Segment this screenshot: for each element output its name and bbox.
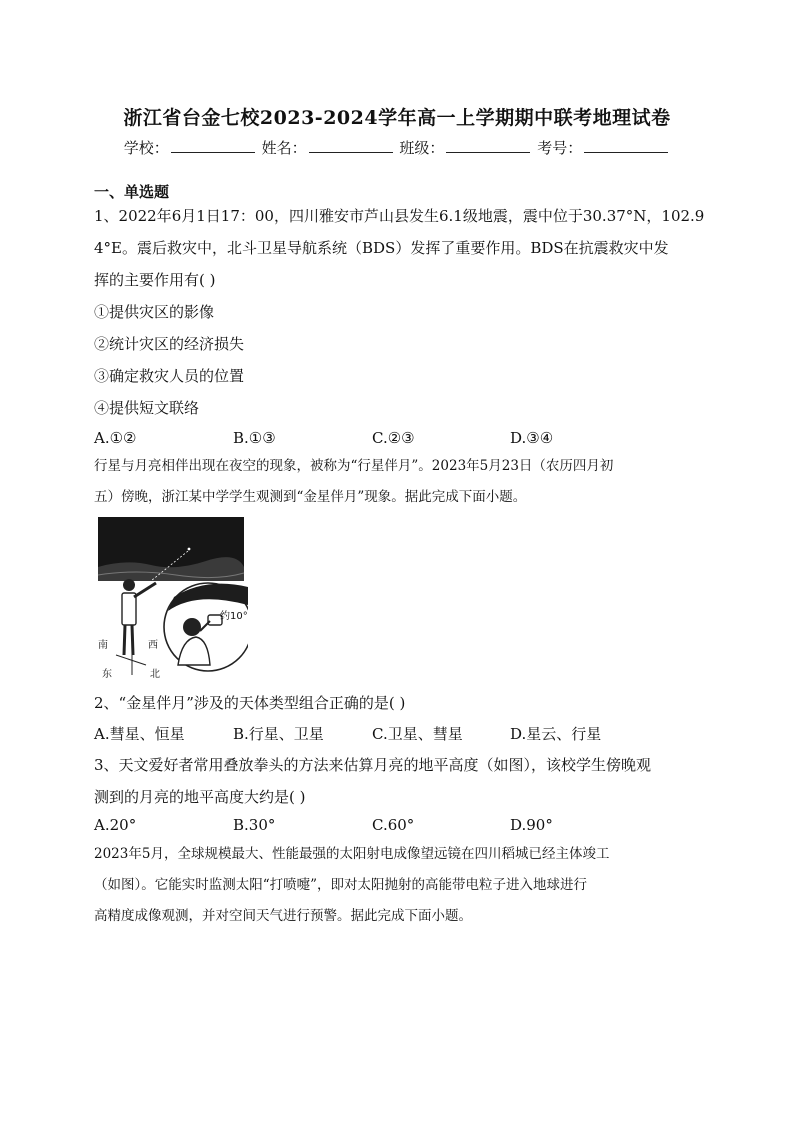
class-label: 班级： [399,139,445,157]
direction-east: 东 [102,669,112,680]
q2-option-c[interactable]: C.卫星、彗星 [372,725,463,743]
q1-option-c[interactable]: C.②③ [372,429,415,447]
passage1 [94,451,698,513]
angle-label: 约10° [220,611,248,622]
q1-line1: 1、2022年6月1日17：00，四川雅安市芦山县发生6.1级地震，震中位于30.37°N，102.9 [94,207,705,225]
q2-option-b[interactable]: B.行星、卫星 [233,725,324,743]
direction-west: 西 [148,640,158,651]
passage2-line1: 2023年5月，全球规模最大、性能最强的太阳射电成像望远镜在四川稻城已经主体竣工 [94,846,610,862]
q1-option-b[interactable]: B.①③ [233,429,276,447]
passage1-line1: 行星与月亮相伴出现在夜空的现象，被称为“行星伴月”。2023年5月23日（农历四月初 [94,458,614,474]
q2-option-a[interactable]: A.彗星、恒星 [94,725,185,743]
q1-item: ②统计灾区的经济损失 [94,335,245,353]
passage2-line3: 高精度成像观测，并对空间天气进行预警。据此完成下面小题。 [94,908,472,924]
direction-north: 北 [150,669,160,680]
q1-item: ④提供短文联络 [94,399,200,417]
q1-line3: 挥的主要作用有( ) [94,271,216,289]
exam-number-blank[interactable] [584,138,668,153]
q3-option-b[interactable]: B.30° [233,816,276,834]
observer-arm [134,583,156,597]
passage2 [94,839,698,932]
passage2-line2: （如图）。它能实时监测太阳“打喷嚏”，即对太阳抛射的高能带电粒子进入地球进行 [94,877,588,893]
page-title: 浙江省台金七校2023-2024学年高一上学期期中联考地理试卷 [123,107,671,129]
q3-line2: 测到的月亮的地平高度大约是( ) [94,788,306,806]
observer-head-closeup [183,618,201,636]
q3-option-d[interactable]: D.90° [510,816,553,834]
observer-head [123,579,135,591]
observation-illustration [96,515,248,680]
q1-item: ③确定救灾人员的位置 [94,367,245,385]
q2-option-d[interactable]: D.星云、行星 [510,725,602,743]
q2-stem: 2、“金星伴月”涉及的天体类型组合正确的是( ) [94,694,406,712]
section-heading: 一、单选题 [94,183,170,201]
q1-option-d[interactable]: D.③④ [510,429,554,447]
name-blank[interactable] [309,138,393,153]
q3-line1: 3、天文爱好者常用叠放拳头的方法来估算月亮的地平高度（如图），该校学生傍晚观 [94,756,652,774]
q3-option-c[interactable]: C.60° [372,816,415,834]
venus-star-icon [188,548,191,551]
student-info-line [0,137,794,158]
q3-option-a[interactable]: A.20° [94,816,137,834]
name-label: 姓名： [261,139,307,157]
school-blank[interactable] [171,138,255,153]
passage1-line2: 五）傍晚，浙江某中学学生观测到“金星伴月”现象。据此完成下面小题。 [94,489,527,505]
q1-item: ①提供灾区的影像 [94,303,215,321]
direction-south: 南 [98,640,108,651]
school-label: 学校： [123,139,169,157]
moon-observation-figure [96,515,248,680]
q1-line2: 4°E。震后救灾中，北斗卫星导航系统（BDS）发挥了重要作用。BDS在抗震救灾中发 [94,239,669,257]
class-blank[interactable] [446,138,530,153]
q1-option-a[interactable]: A.①② [94,429,137,447]
exam-number-label: 考号： [537,139,583,157]
observer-body [122,593,136,625]
